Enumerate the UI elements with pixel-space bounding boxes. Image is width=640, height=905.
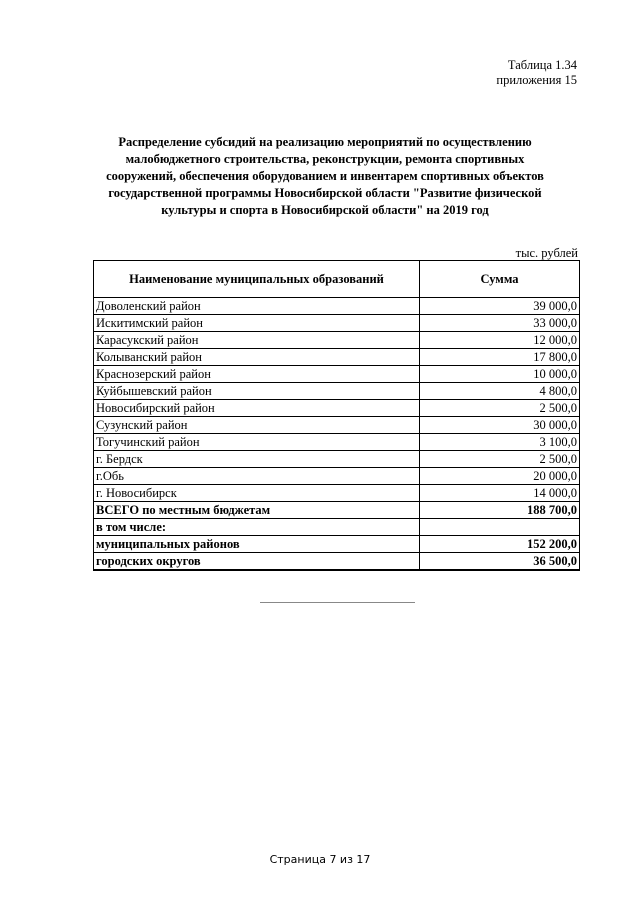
amount-cell: 30 000,0 [420,417,580,434]
table-row [94,298,580,315]
title-line: государственной программы Новосибирской области "Развитие физической [108,186,542,200]
amount-cell: 33 000,0 [420,315,580,332]
appendix-reference: приложения 15 [496,73,577,87]
amount-cell: 14 000,0 [420,485,580,502]
municipality-cell: Колыванский район [94,349,420,366]
table-row [94,451,580,468]
amount-cell [420,519,580,536]
column-header-amount: Сумма [420,261,580,298]
amount-cell: 152 200,0 [420,536,580,553]
table-row [94,553,580,571]
municipality-cell: городских округов [94,553,420,571]
municipality-cell: Новосибирский район [94,400,420,417]
municipality-cell: Доволенский район [94,298,420,315]
table-header-row [94,261,580,298]
amount-cell: 17 800,0 [420,349,580,366]
title-line: Распределение субсидий на реализацию мероприятий по осуществлению [118,135,532,149]
title-line: малобюджетного строительства, реконструкции, ремонта спортивных [125,152,525,166]
amount-cell: 10 000,0 [420,366,580,383]
separator-line [260,602,415,603]
amount-cell: 2 500,0 [420,400,580,417]
municipality-cell: Сузунский район [94,417,420,434]
table-row [94,332,580,349]
page-number: Страница 7 из 17 [269,853,371,866]
column-header-municipality: Наименование муниципальных образований [94,261,420,298]
table-row [94,536,580,553]
municipality-cell: г. Новосибирск [94,485,420,502]
amount-cell: 3 100,0 [420,434,580,451]
table-row [94,417,580,434]
table-row [94,400,580,417]
table-row [94,383,580,400]
amount-cell: 39 000,0 [420,298,580,315]
subsidy-table [93,260,580,571]
title-line: культуры и спорта в Новосибирской области" на 2019 год [161,203,489,217]
title-line: сооружений, обеспечения оборудованием и инвентарем спортивных объектов [106,169,544,183]
table-number: Таблица 1.34 [507,58,577,72]
amount-cell: 4 800,0 [420,383,580,400]
table-body [94,298,580,571]
table-row [94,468,580,485]
table-row [94,485,580,502]
municipality-cell: муниципальных районов [94,536,420,553]
table-row [94,366,580,383]
municipality-cell: в том числе: [94,519,420,536]
document-title [100,134,550,219]
amount-cell: 36 500,0 [420,553,580,571]
municipality-cell: Куйбышевский район [94,383,420,400]
municipality-cell: Карасукский район [94,332,420,349]
municipality-cell: ВСЕГО по местным бюджетам [94,502,420,519]
table-row [94,315,580,332]
table-row [94,434,580,451]
amount-cell: 2 500,0 [420,451,580,468]
municipality-cell: г. Бердск [94,451,420,468]
amount-cell: 188 700,0 [420,502,580,519]
amount-cell: 20 000,0 [420,468,580,485]
municipality-cell: Искитимский район [94,315,420,332]
municipality-cell: Тогучинский район [94,434,420,451]
table-row [94,502,580,519]
table-row [94,349,580,366]
municipality-cell: г.Обь [94,468,420,485]
municipality-cell: Краснозерский район [94,366,420,383]
table-row [94,519,580,536]
table-reference [496,58,577,88]
units-label: тыс. рублей [515,246,578,260]
amount-cell: 12 000,0 [420,332,580,349]
